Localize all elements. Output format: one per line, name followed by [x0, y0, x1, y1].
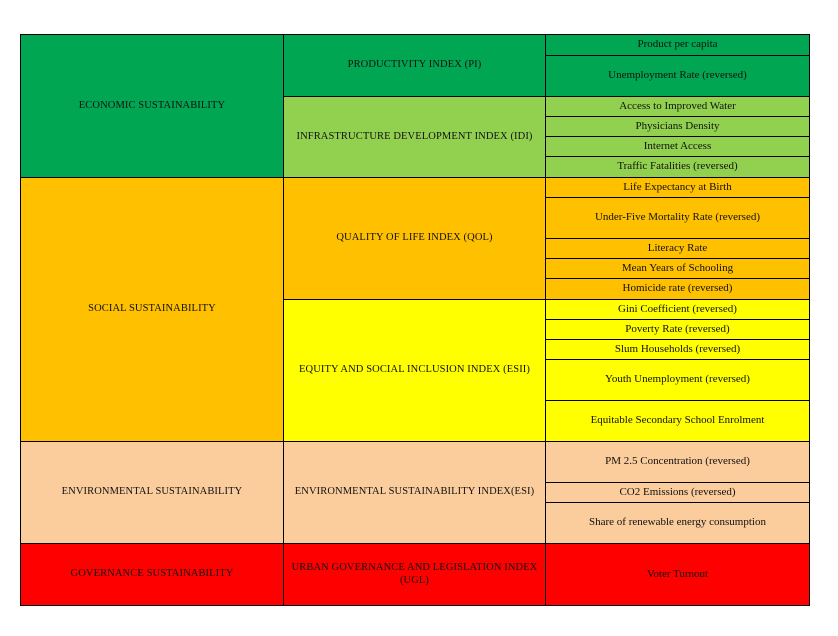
indicator-cell: Literacy Rate — [546, 239, 810, 259]
indicator-cell: Access to Improved Water — [546, 97, 810, 117]
category-social: SOCIAL SUSTAINABILITY — [21, 178, 284, 442]
indicator-cell: Share of renewable energy consumption — [546, 503, 810, 544]
indicator-cell: Traffic Fatalities (reversed) — [546, 157, 810, 178]
table-row — [21, 35, 810, 56]
indicator-cell: Unemployment Rate (reversed) — [546, 56, 810, 97]
indicator-cell: Slum Households (reversed) — [546, 340, 810, 360]
indicator-cell: Internet Access — [546, 137, 810, 157]
indicator-cell: Under-Five Mortality Rate (reversed) — [546, 198, 810, 239]
table-row — [21, 178, 810, 198]
indicator-cell: CO2 Emissions (reversed) — [546, 483, 810, 503]
sustainability-index-table — [20, 34, 810, 606]
table-row — [21, 442, 810, 483]
index-equity-inclusion: EQUITY AND SOCIAL INCLUSION INDEX (ESII) — [284, 300, 546, 442]
index-environmental: ENVIRONMENTAL SUSTAINABILITY INDEX(ESI) — [284, 442, 546, 544]
indicator-cell: Youth Unemployment (reversed) — [546, 360, 810, 401]
category-economic: ECONOMIC SUSTAINABILITY — [21, 35, 284, 178]
indicator-cell: Physicians Density — [546, 117, 810, 137]
indicator-cell: Mean Years of Schooling — [546, 259, 810, 279]
indicator-cell: Product per capita — [546, 35, 810, 56]
indicator-cell: Voter Turnout — [546, 544, 810, 606]
indicator-cell: Poverty Rate (reversed) — [546, 320, 810, 340]
indicator-cell: Equitable Secondary School Enrolment — [546, 401, 810, 442]
indicator-cell: PM 2.5 Concentration (reversed) — [546, 442, 810, 483]
index-infrastructure: INFRASTRUCTURE DEVELOPMENT INDEX (IDI) — [284, 97, 546, 178]
indicator-cell: Homicide rate (reversed) — [546, 279, 810, 300]
index-productivity: PRODUCTIVITY INDEX (PI) — [284, 35, 546, 97]
category-environmental: ENVIRONMENTAL SUSTAINABILITY — [21, 442, 284, 544]
indicator-cell: Gini Coefficient (reversed) — [546, 300, 810, 320]
category-governance: GOVERNANCE SUSTAINABILITY — [21, 544, 284, 606]
index-urban-governance: URBAN GOVERNANCE AND LEGISLATION INDEX (UGL) — [284, 544, 546, 606]
indicator-cell: Life Expectancy at Birth — [546, 178, 810, 198]
table-row — [21, 544, 810, 606]
index-quality-of-life: QUALITY OF LIFE INDEX (QOL) — [284, 178, 546, 300]
